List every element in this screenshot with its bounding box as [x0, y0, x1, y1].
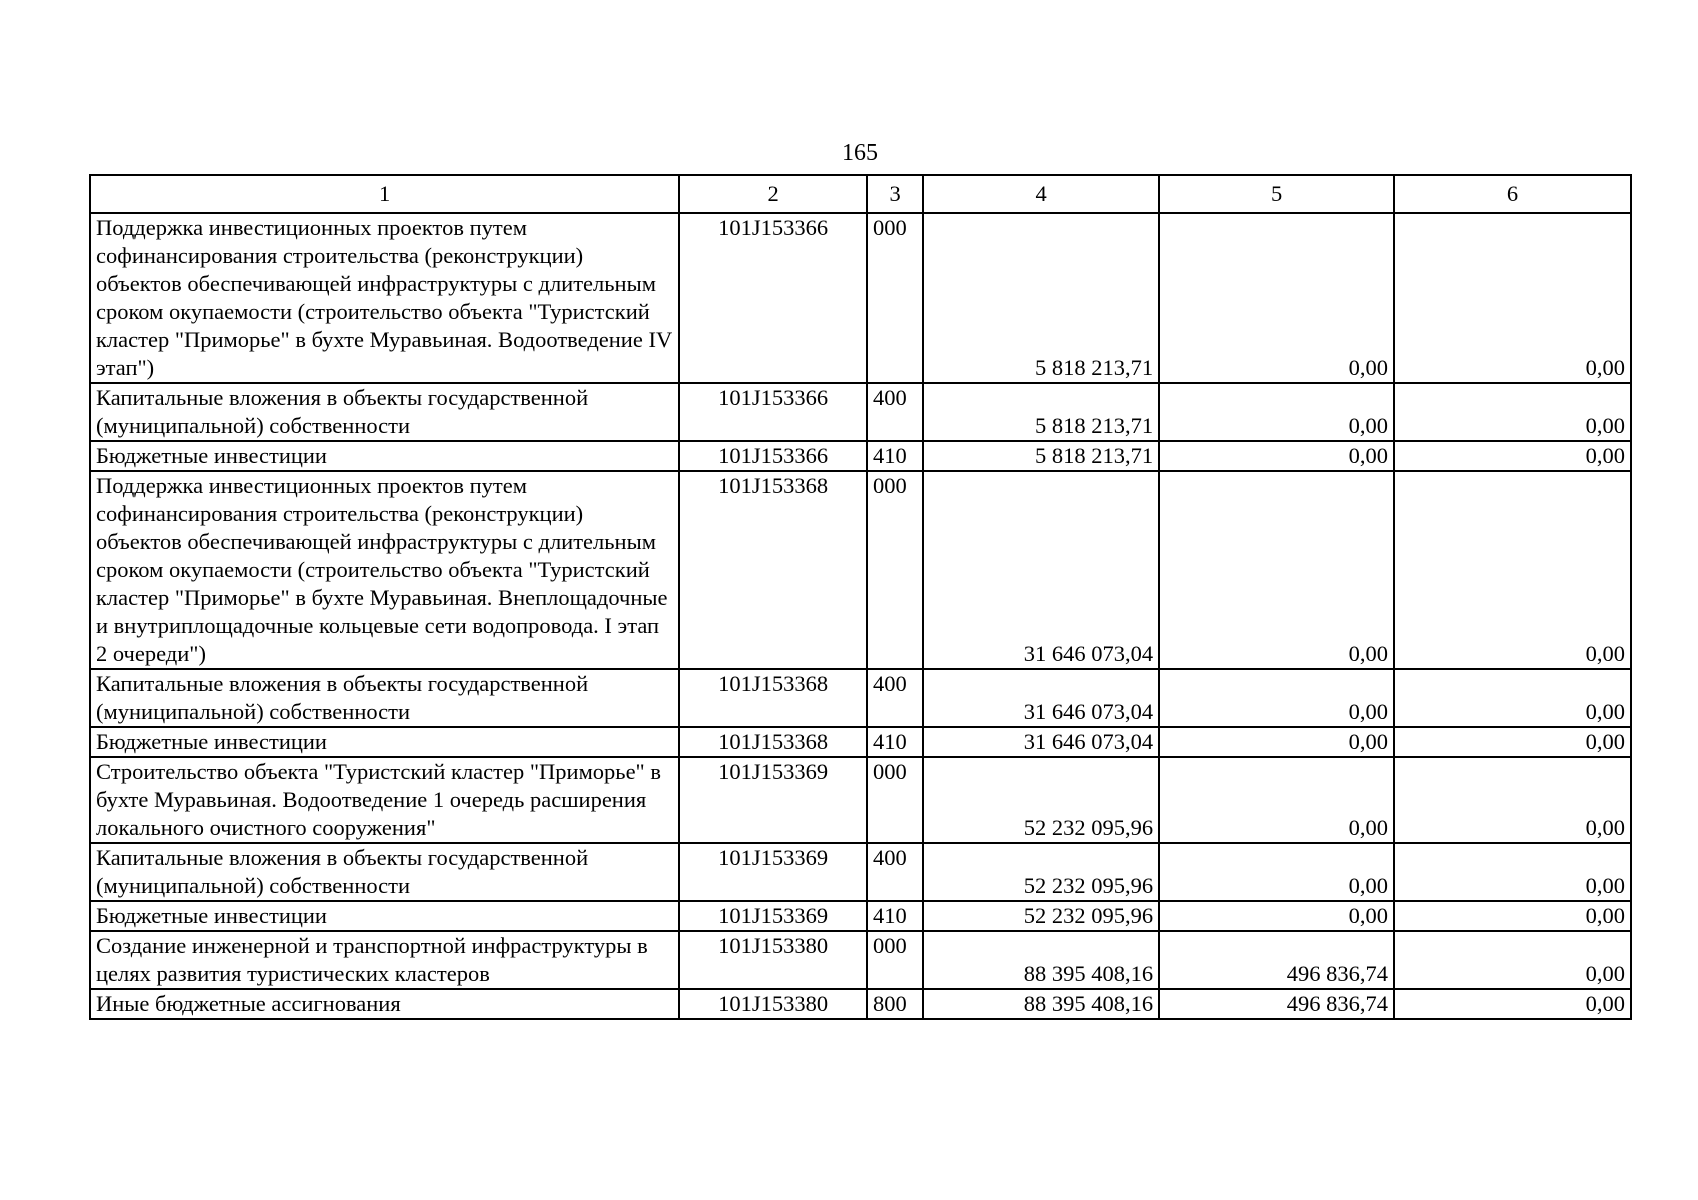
row-kind-cell: 000: [867, 931, 923, 989]
table-row: [90, 383, 1631, 441]
column-header-6: 6: [1394, 175, 1631, 213]
row-value-5-cell: 0,00: [1159, 843, 1394, 901]
table-row: [90, 441, 1631, 471]
row-name-cell: Поддержка инвестиционных проектов путем софинансирования строительства (реконструкции) объектов обеспечивающей инфраструктуры с длительным сроком окупаемости (строительство объекта "Туристский кластер "Приморье" в бухте Муравьиная. Водоотведение IV этап"): [90, 213, 679, 383]
table-row: [90, 213, 1631, 383]
row-value-5-cell: 0,00: [1159, 471, 1394, 669]
row-code-cell: 101J153380: [679, 989, 867, 1019]
row-value-4-cell: 5 818 213,71: [923, 383, 1159, 441]
row-value-4-cell: 31 646 073,04: [923, 669, 1159, 727]
row-kind-cell: 410: [867, 441, 923, 471]
row-value-6-cell: 0,00: [1394, 931, 1631, 989]
row-name-cell: Бюджетные инвестиции: [90, 901, 679, 931]
table-row: [90, 727, 1631, 757]
row-value-4-cell: 52 232 095,96: [923, 901, 1159, 931]
row-kind-cell: 410: [867, 901, 923, 931]
table-row: [90, 757, 1631, 843]
column-header-4: 4: [923, 175, 1159, 213]
row-value-6-cell: 0,00: [1394, 843, 1631, 901]
row-kind-cell: 000: [867, 757, 923, 843]
row-value-6-cell: 0,00: [1394, 727, 1631, 757]
row-code-cell: 101J153369: [679, 901, 867, 931]
row-value-5-cell: 496 836,74: [1159, 931, 1394, 989]
row-kind-cell: 800: [867, 989, 923, 1019]
row-value-5-cell: 0,00: [1159, 441, 1394, 471]
row-value-5-cell: 0,00: [1159, 669, 1394, 727]
row-code-cell: 101J153368: [679, 471, 867, 669]
column-header-1: 1: [90, 175, 679, 213]
row-value-6-cell: 0,00: [1394, 989, 1631, 1019]
column-header-2: 2: [679, 175, 867, 213]
row-value-4-cell: 31 646 073,04: [923, 727, 1159, 757]
row-value-6-cell: 0,00: [1394, 471, 1631, 669]
row-kind-cell: 400: [867, 843, 923, 901]
row-value-5-cell: 0,00: [1159, 213, 1394, 383]
row-value-5-cell: 496 836,74: [1159, 989, 1394, 1019]
table-row: [90, 901, 1631, 931]
row-kind-cell: 410: [867, 727, 923, 757]
row-name-cell: Капитальные вложения в объекты государственной (муниципальной) собственности: [90, 383, 679, 441]
row-value-4-cell: 5 818 213,71: [923, 213, 1159, 383]
row-value-4-cell: 31 646 073,04: [923, 471, 1159, 669]
row-code-cell: 101J153369: [679, 843, 867, 901]
row-value-5-cell: 0,00: [1159, 901, 1394, 931]
row-value-5-cell: 0,00: [1159, 383, 1394, 441]
row-value-6-cell: 0,00: [1394, 213, 1631, 383]
row-value-5-cell: 0,00: [1159, 727, 1394, 757]
row-value-6-cell: 0,00: [1394, 441, 1631, 471]
row-name-cell: Капитальные вложения в объекты государственной (муниципальной) собственности: [90, 843, 679, 901]
table-row: [90, 669, 1631, 727]
row-value-4-cell: 5 818 213,71: [923, 441, 1159, 471]
row-value-4-cell: 52 232 095,96: [923, 843, 1159, 901]
row-name-cell: Бюджетные инвестиции: [90, 441, 679, 471]
row-name-cell: Создание инженерной и транспортной инфраструктуры в целях развития туристических кластеров: [90, 931, 679, 989]
column-header-3: 3: [867, 175, 923, 213]
budget-table: [89, 174, 1632, 1020]
row-name-cell: Иные бюджетные ассигнования: [90, 989, 679, 1019]
row-code-cell: 101J153368: [679, 669, 867, 727]
column-header-5: 5: [1159, 175, 1394, 213]
row-kind-cell: 400: [867, 383, 923, 441]
row-kind-cell: 000: [867, 213, 923, 383]
row-name-cell: Капитальные вложения в объекты государственной (муниципальной) собственности: [90, 669, 679, 727]
row-code-cell: 101J153380: [679, 931, 867, 989]
header-row: [90, 175, 1631, 213]
row-code-cell: 101J153366: [679, 213, 867, 383]
row-code-cell: 101J153366: [679, 383, 867, 441]
row-code-cell: 101J153366: [679, 441, 867, 471]
row-value-6-cell: 0,00: [1394, 757, 1631, 843]
table-row: [90, 471, 1631, 669]
row-value-4-cell: 52 232 095,96: [923, 757, 1159, 843]
row-value-6-cell: 0,00: [1394, 383, 1631, 441]
table-row: [90, 931, 1631, 989]
row-value-6-cell: 0,00: [1394, 901, 1631, 931]
row-value-6-cell: 0,00: [1394, 669, 1631, 727]
row-code-cell: 101J153369: [679, 757, 867, 843]
row-name-cell: Поддержка инвестиционных проектов путем софинансирования строительства (реконструкции) объектов обеспечивающей инфраструктуры с длительным сроком окупаемости (строительство объекта "Туристский кластер "Приморье" в бухте Муравьиная. Внеплощадочные и внутриплощадочные кольцевые сети водопровода. I этап 2 очереди"): [90, 471, 679, 669]
row-value-4-cell: 88 395 408,16: [923, 931, 1159, 989]
table-row: [90, 989, 1631, 1019]
page-number: 165: [842, 140, 878, 166]
row-code-cell: 101J153368: [679, 727, 867, 757]
row-value-5-cell: 0,00: [1159, 757, 1394, 843]
table-row: [90, 843, 1631, 901]
row-kind-cell: 000: [867, 471, 923, 669]
row-name-cell: Строительство объекта "Туристский кластер "Приморье" в бухте Муравьиная. Водоотведение 1 очередь расширения локального очистного сооружения": [90, 757, 679, 843]
row-name-cell: Бюджетные инвестиции: [90, 727, 679, 757]
row-kind-cell: 400: [867, 669, 923, 727]
row-value-4-cell: 88 395 408,16: [923, 989, 1159, 1019]
